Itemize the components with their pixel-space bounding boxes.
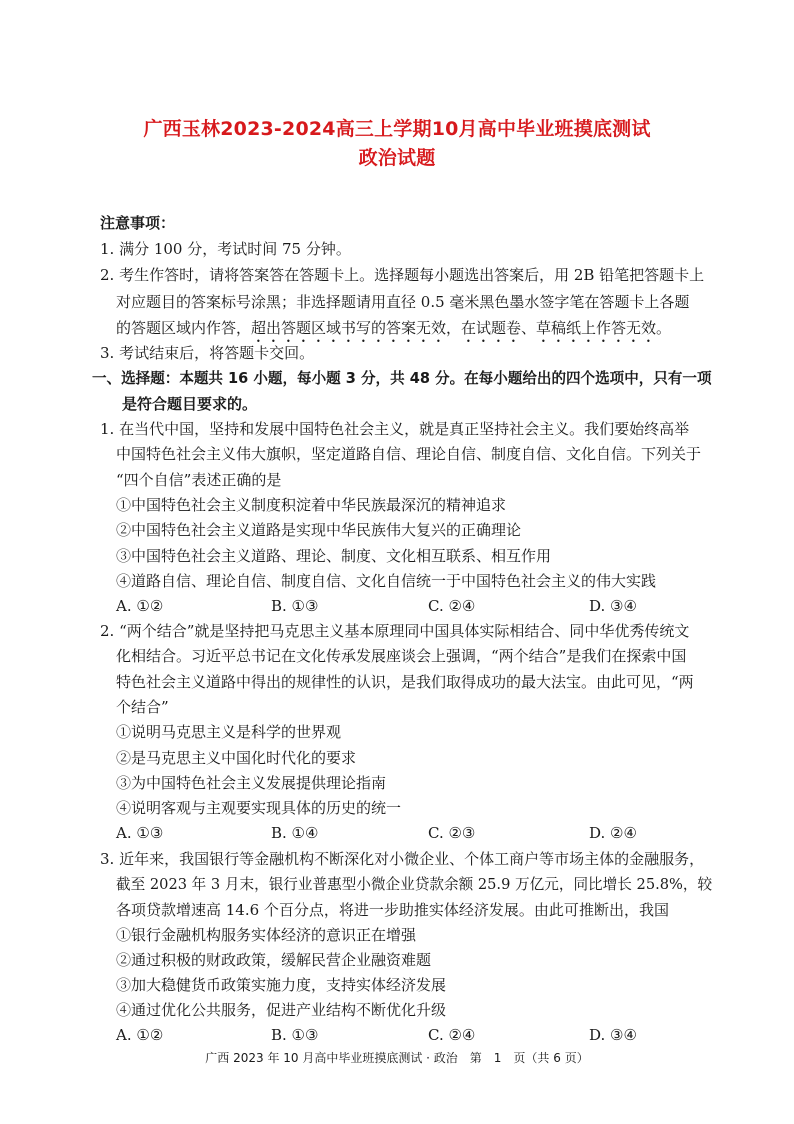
q3-option-c: C. ②④: [428, 1026, 476, 1044]
notice-item-2-cont: 对应题目的答案标号涂黑；非选择题请用直径 0.5 毫米黑色墨水签字笔在答题卡上各题: [116, 293, 690, 311]
exam-title: 广西玉林2023-2024高三上学期10月高中毕业班摸底测试: [143, 118, 651, 140]
q1-stem-line-1: 1. 在当代中国，坚持和发展中国特色社会主义，就是真正坚持社会主义。我们要始终高举: [100, 420, 690, 438]
q1-item-2: ②中国特色社会主义道路是实现中华民族伟大复兴的正确理论: [116, 521, 522, 539]
notice-item-1: 1. 满分 100 分，考试时间 75 分钟。: [100, 240, 351, 258]
q1-stem-line-2: 中国特色社会主义伟大旗帜，坚定道路自信、理论自信、制度自信、文化自信。下列关于: [116, 445, 702, 463]
notice-emphasis: 超出答题区域书写的答案无效，在试题卷、草稿纸上作答无效。: [251, 319, 672, 337]
q3-item-2: ②通过积极的财政政策，缓解民营企业融资难题: [116, 951, 432, 969]
q2-item-3: ③为中国特色社会主义发展提供理论指南: [116, 774, 387, 792]
q3-stem-line-3: 各项贷款增速高 14.6 个百分点，将进一步助推实体经济发展。由此可推断出，我国: [116, 901, 669, 919]
q3-option-d: D. ③④: [589, 1026, 637, 1044]
q2-option-c: C. ②③: [428, 824, 476, 842]
q2-stem-line-4: 个结合”: [116, 698, 169, 716]
q2-item-4: ④说明客观与主观要实现具体的历史的统一: [116, 799, 402, 817]
section-heading-cont: 是符合题目要求的。: [122, 395, 258, 413]
q1-option-c: C. ②④: [428, 597, 476, 615]
q2-option-d: D. ②④: [589, 824, 637, 842]
q2-item-1: ①说明马克思主义是科学的世界观: [116, 723, 342, 741]
q3-stem-line-2: 截至 2023 年 3 月末，银行业普惠型小微企业贷款余额 25.9 万亿元，同比增长 25.8%，较: [116, 875, 713, 893]
q1-option-d: D. ③④: [589, 597, 637, 615]
notice-heading: 注意事项：: [100, 214, 176, 232]
q3-item-4: ④通过优化公共服务，促进产业结构不断优化升级: [116, 1001, 447, 1019]
q2-stem-line-2: 化相结合。习近平总书记在文化传承发展座谈会上强调，“两个结合”是我们在探索中国: [116, 647, 687, 665]
q1-stem-line-3: “四个自信”表述正确的是: [116, 471, 282, 489]
exam-subject-title: 政治试题: [358, 147, 436, 169]
notice-item-2: 2. 考生作答时，请将答案答在答题卡上。选择题每小题选出答案后，用 2B 铅笔把答题卡上: [100, 266, 705, 284]
section-heading: 一、选择题：本题共 16 小题，每小题 3 分，共 48 分。在每小题给出的四个选项中，只有一项: [92, 369, 712, 387]
q3-item-1: ①银行金融机构服务实体经济的意识正在增强: [116, 926, 417, 944]
q1-option-a: A. ①②: [116, 597, 164, 615]
q2-option-b: B. ①④: [271, 824, 319, 842]
page-footer: 广西 2023 年 10 月高中毕业班摸底测试 · 政治 第 1 页（共 6 页）: [205, 1051, 589, 1065]
q3-stem-line-1: 3. 近年来，我国银行等金融机构不断深化对小微企业、个体工商户等市场主体的金融服务，: [100, 850, 705, 868]
q1-item-4: ④道路自信、理论自信、制度自信、文化自信统一于中国特色社会主义的伟大实践: [116, 572, 657, 590]
q2-stem-line-1: 2. “两个结合”就是坚持把马克思主义基本原理同中国具体实际相结合、同中华优秀传统文: [100, 622, 690, 640]
q2-option-a: A. ①③: [116, 824, 164, 842]
q3-item-3: ③加大稳健货币政策实施力度，支持实体经济发展: [116, 976, 447, 994]
notice-item-3: 3. 考试结束后，将答题卡交回。: [100, 344, 315, 362]
q2-item-2: ②是马克思主义中国化时代化的要求: [116, 749, 357, 767]
q3-option-a: A. ①②: [116, 1026, 164, 1044]
q1-item-1: ①中国特色社会主义制度积淀着中华民族最深沉的精神追求: [116, 496, 507, 514]
notice-item-2-cont2: 的答题区域内作答，超出答题区域书写的答案无效，在试题卷、草稿纸上作答无效。: [116, 319, 672, 337]
q1-option-b: B. ①③: [271, 597, 319, 615]
q2-stem-line-3: 特色社会主义道路中得出的规律性的认识，是我们取得成功的最大法宝。由此可见，“两: [116, 673, 694, 691]
q1-item-3: ③中国特色社会主义道路、理论、制度、文化相互联系、相互作用: [116, 547, 552, 565]
q3-option-b: B. ①③: [271, 1026, 319, 1044]
